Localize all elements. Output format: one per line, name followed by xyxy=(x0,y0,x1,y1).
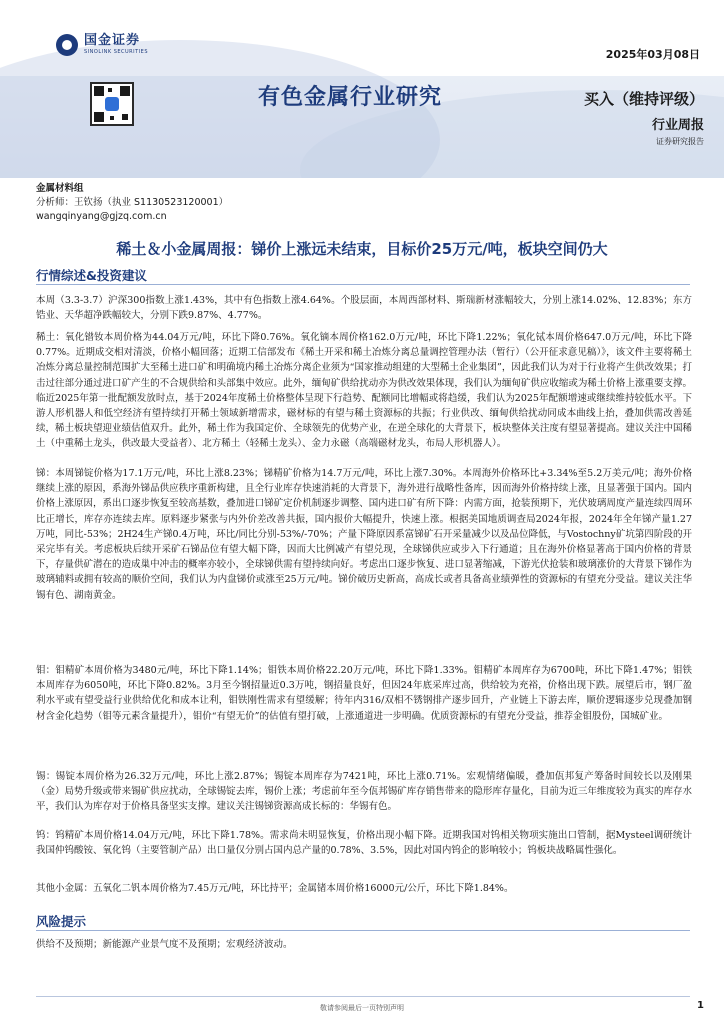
paragraph-tungsten: 钨：钨精矿本周价格14.04万元/吨，环比下降1.78%。需求尚未明显恢复，价格出现小幅下降。近期我国对钨相关物项实施出口管制，据Mysteel调研统计我国仲钨酸铵、氧化钨（主要管制产品）出口量仅分别占国内总产量的0.78%、3.5%，因此对国内钨企的影响较小；钨板块战略属性强化。 xyxy=(36,830,692,857)
analyst-name: 分析师：王钦扬（执业 S1130523120001） xyxy=(36,197,229,208)
brand-logo xyxy=(56,34,148,56)
analyst-email[interactable]: wangqinyang@gjzq.com.cn xyxy=(36,211,167,222)
paragraph-other-metals: 其他小金属：五氧化二钒本周价格为7.45万元/吨，环比持平；金属锗本周价格16000元/公斤，环比下降1.84%。 xyxy=(36,883,514,894)
report-date: 2025年03月08日 xyxy=(605,48,700,61)
logo-icon xyxy=(56,34,78,56)
rating-label: 买入（维持评级） xyxy=(583,90,704,108)
qr-logo-icon xyxy=(105,97,119,111)
paragraph-molybdenum: 钼：钼精矿本周价格为3480元/吨，环比下降1.14%；钼铁本周价格22.20万元/吨，环比下降1.33%。钼精矿本周库存为6700吨，环比下降1.47%；钼铁本周库存为6050吨，环比下降0.82%。3月至今钢招量近0.3万吨，钢招量良好，但因24年底采库过高，供给较为充裕，价格出现下跌。展望后市，钢厂盈利水平或有望受益行业供给优化和成本让利，钼铁刚性需求有望缓解；待年内316/双相不锈钢排产逐步回升，产业链上下游去库，顺价逻辑逐步兑现叠加钢材含金化趋势（钼等元素含量提升），钼价“有望无价”的估值有望打破，上涨通道进一步明确。优质资源标的有望充分受益，推荐金钼股份，国城矿业。 xyxy=(36,665,692,722)
paragraph-risk: 供给不及预期；新能源产业景气度不及预期；宏观经济波动。 xyxy=(36,939,293,950)
paragraph-antimony: 锑：本周锑锭价格为17.1万元/吨，环比上涨8.23%；锑精矿价格为14.7万元/吨，环比上涨7.30%。本周海外价格环比+3.34%至5.2万美元/吨；海外价格继续上涨的原因，系海外锑品供应秩序重新构建，且全行业库存快速消耗的大背景下，海外进行战略性备库，因而海外价格持续上涨，且显著强于国内。国内价格上涨原因，系出口逐步恢复至较高基数，叠加进口锑矿定价机制逐步调整、国内进口矿有所下降：内需方面，抢装预期下，光伏玻璃周度产量连续四周环比正增长，库存亦连续去库。原料逐步紧张与内外价差改善共振，国内报价大幅提升，快速上涨。根据美国地质调查局2024年报，2024年全年锑产量1.27万吨，同比-53%；2H24生产锑0.4万吨，环比/同比分别-53%/-70%；产量下降原因系富锑矿石开采量减少以及品位降低，与Vostochny矿坑第四阶段的开采完毕有关。考虑板块后续开采矿石锑品位有望大幅下降，因而大比例减产有望兑现，全球锑供应或步入下行通道；且在海外价格显著高于国内价格的背景下，存量供矿潜在的造成巢中冲击的概率亦较小，全球锑供需有望持续向好。考虑出口逐步恢复、进口显著缩减，下游光伏抢装和玻璃涨价的大背景下锑作为玻璃辅料或拥有较高的顺价空间，我们认为内盘锑价或涨至25万元/吨。锑价破历史新高，高成长或者具备高业绩弹性的资源标的有望充分受益。建议关注华锡有色、湖南黄金。 xyxy=(36,468,692,601)
section-divider xyxy=(36,930,690,931)
report-header xyxy=(0,0,724,178)
research-group: 金属材料组 xyxy=(36,183,84,194)
paragraph-rare-earth: 稀土：氧化镨钕本周价格为44.04万元/吨，环比下降0.76%。氧化镝本周价格162.0万元/吨，环比下降1.22%；氧化铽本周价格647.0万元/吨，环比下降0.77%。近期成交相对清淡，价格小幅回落；近期工信部发布《稀土开采和稀土冶炼分离总量调控管理办法（暂行）（公开征求意见稿）》，该文件主要将稀土冶炼分离总量控制范围扩大至稀土进口矿和明确境内稀土冶炼分离企业须为“国家推动组建的大型稀土企业集团”，因此我们认为对于行业将产生供改效果；打击过往部分通过进口矿产生的不合规供给和头部集中效应。此外，缅甸矿供给扰动亦为供改效果体现，我们认为缅甸矿供应收缩或为稀土价格上涨重要支撑。临近2025年第一批配额发放时点，基于2024年度稀土价格整体呈现下行趋势、配额同比增幅或将趋缓，我们认为2025年配额增速或继续维持较低水平。下游人形机器人和低空经济有望持续打开稀土领域新增需求，磁材标的有望与稀土资源标的共振；行业供改、缅甸供给扰动同成本曲线上抬，叠加供需改善延续，稀土板块望迎业绩估值双升。此外，稀土作为我国定价、全球领先的优势产业，在逆全球化的大背景下，板块整体关注度有望显著提高。建议关注中国稀土（中重稀土龙头，供改最大受益者）、北方稀土（轻稀土龙头）、金力永磁（高端磁材龙头，布局人形机器人）。 xyxy=(36,332,692,450)
section-divider xyxy=(36,284,690,285)
footer-divider xyxy=(36,996,690,997)
report-headline: 稀土＆小金属周报：锑价上涨远未结束，目标价25万元/吨，板块空间仍大 xyxy=(116,240,608,258)
section-title-market: 行情综述&投资建议 xyxy=(36,268,147,283)
report-category: 证券研究报告 xyxy=(656,137,704,146)
section-title-risk: 风险提示 xyxy=(36,914,87,929)
paragraph-tin: 锡：锡锭本周价格为26.32万元/吨，环比上涨2.87%；锡锭本周库存为7421吨，环比上涨0.71%。宏观情绪偏暖，叠加佤邦复产筹备时间较长以及刚果（金）局势升级或带来锡矿供应扰动，全球锡锭去库，锡价上涨；考虑前年至今佤邦锡矿库存销售带来的隐形库存量化，目前为近三年维度较为真实的库存水平，我们认为库存对于价格具备坚实支撑。建议关注锡锑资源高成长标的：华锡有色。 xyxy=(36,771,692,813)
footer-disclaimer: 敬请参阅最后一页特别声明 xyxy=(320,1004,404,1012)
author-info xyxy=(36,182,228,224)
paragraph-overview: 本周（3.3-3.7）沪深300指数上涨1.43%，其中有色指数上涨4.64%。个股层面，本周西部材料、斯瑞新材涨幅较大，分别上涨14.02%、12.83%；东方锆业、天华超净跌幅较大，分别下跌9.87%、4.77%。 xyxy=(36,295,692,322)
logo-english-name: SINOLINK SECURITIES xyxy=(84,49,148,55)
logo-name: 国金证券 xyxy=(84,33,141,48)
report-title: 有色金属行业研究 xyxy=(258,85,443,110)
page-number: 1 xyxy=(697,1000,704,1011)
report-type: 行业周报 xyxy=(651,118,704,133)
qr-code-icon[interactable] xyxy=(90,82,134,126)
